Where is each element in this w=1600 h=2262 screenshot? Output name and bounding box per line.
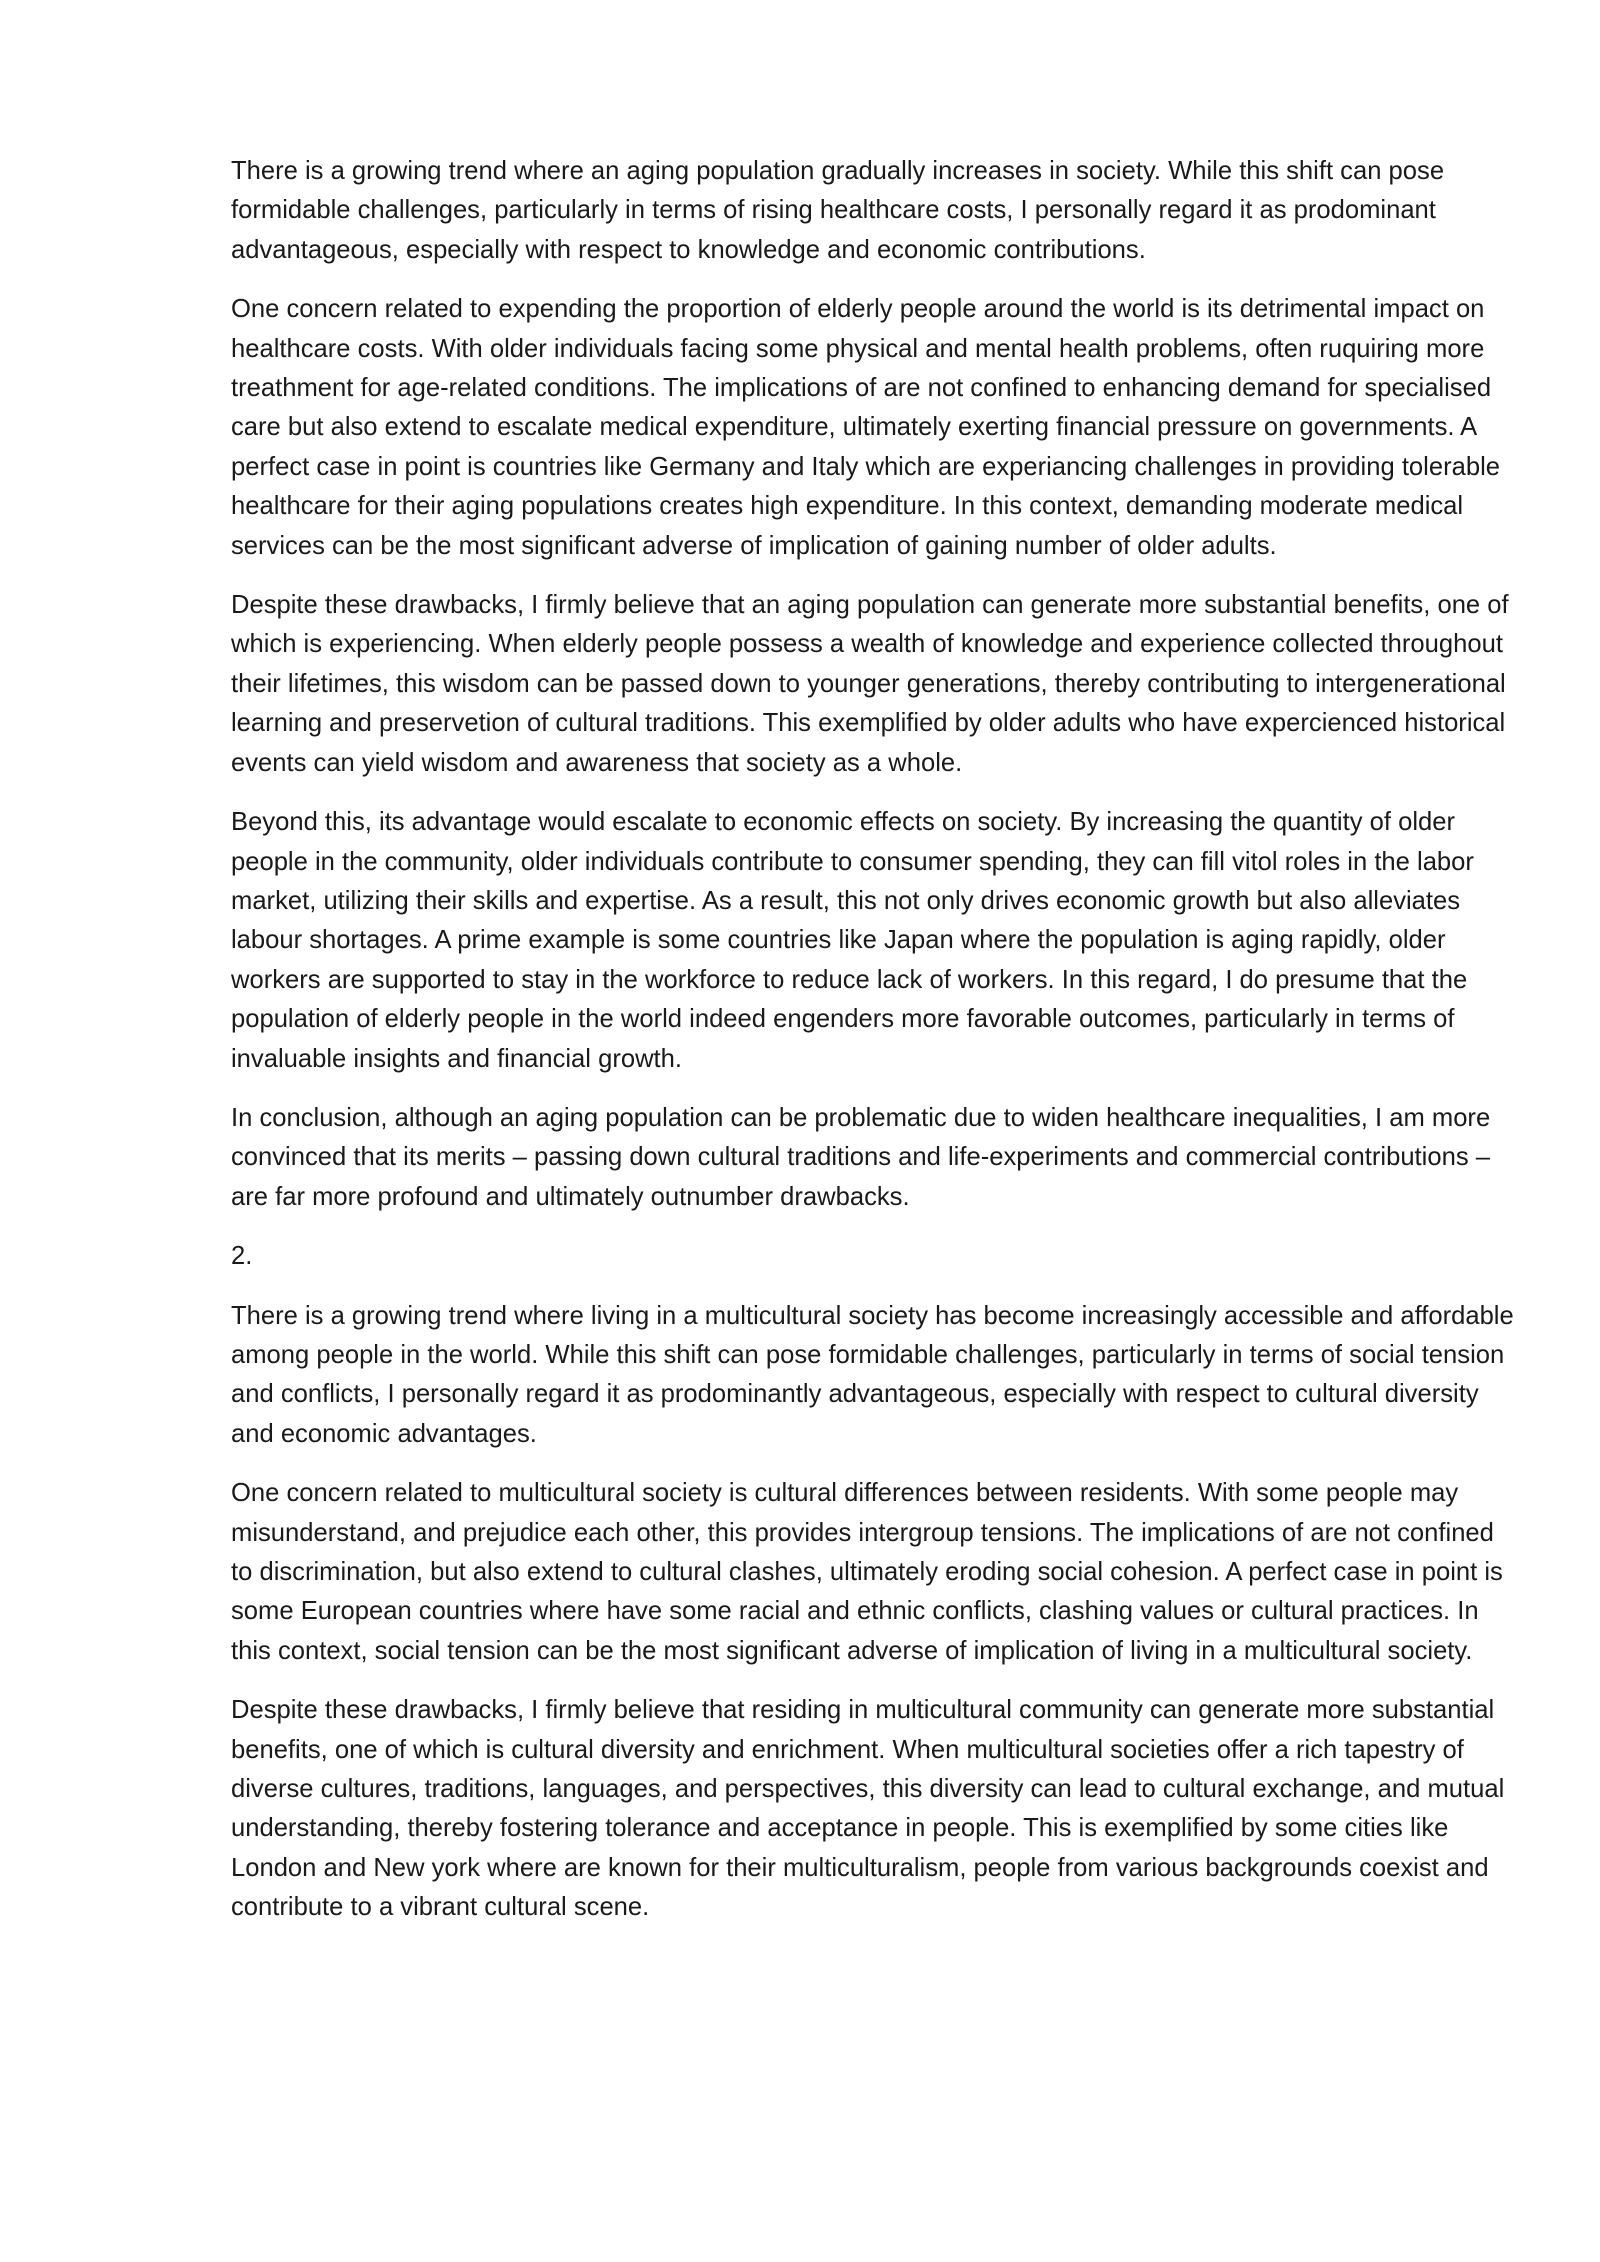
essay1-concern-paragraph: One concern related to expending the proportion of elderly people around the world is its detrimental impact on healthcare costs. With older individuals facing some physical and mental health problems, often ruquiring more treathment for age-related conditions. The implications of are not confined to enhancing demand for specialised care but also extend to escalate medical expenditure, ultimately exerting financial pressure on governments. A perfect case in point is countries like Germany and Italy which are experiancing challenges in providing tolerable healthcare for their aging populations creates high expenditure. In this context, demanding moderate medical services can be the most significant adverse of implication of gaining number of older adults.: [231, 295, 1501, 560]
essay1-conclusion-paragraph: In conclusion, although an aging population can be problematic due to widen healthcare inequalities, I am more convinced that its merits – passing down cultural traditions and life-experiments and commercial contributions – are far more profound and ultimately outnumber drawbacks.: [231, 1103, 1491, 1211]
essay2-benefit-diversity-paragraph: Despite these drawbacks, I firmly believe that residing in multicultural community can generate more substantial benefits, one of which is cultural diversity and enrichment. When multicultural societies offer a rich tapestry of diverse cultures, traditions, languages, and perspectives, this diversity can lead to cultural exchange, and mutual understanding, thereby fostering tolerance and acceptance in people. This is exemplified by some cities like London and New york where are known for their multiculturalism, people from various backgrounds coexist and contribute to a vibrant cultural scene.: [231, 1696, 1505, 1922]
essay2-intro-paragraph: There is a growing trend where living in a multicultural society has become increasingly accessible and affordable among people in the world. While this shift can pose formidable challenges, particularly in terms of social tension and conflicts, I personally regard it as prodominantly advantageous, especially with respect to cultural diversity and economic advantages.: [231, 1301, 1514, 1448]
section-number: 2.: [231, 1242, 253, 1271]
essay1-benefit-economy-paragraph: Beyond this, its advantage would escalate to economic effects on society. By increasing the quantity of older people in the community, older individuals contribute to consumer spending, they can fill vitol roles in the labor market, utilizing their skills and expertise. As a result, this not only drives economic growth but also alleviates labour shortages. A prime example is some countries like Japan where the population is aging rapidly, older workers are supported to stay in the workforce to reduce lack of workers. In this regard, I do presume that the population of elderly people in the world indeed engenders more favorable outcomes, particularly in terms of invaluable insights and financial growth.: [231, 808, 1474, 1073]
essay1-benefit-knowledge-paragraph: Despite these drawbacks, I firmly believe that an aging population can generate more substantial benefits, one of which is experiencing. When elderly people possess a wealth of knowledge and experience collected throughout their lifetimes, this wisdom can be passed down to younger generations, thereby contributing to intergenerational learning and preservetion of cultural traditions. This exemplified by older adults who have expercienced historical events can yield wisdom and awareness that society as a whole.: [231, 591, 1509, 777]
document-body: [231, 152, 1521, 1948]
essay1-intro-paragraph: There is a growing trend where an aging population gradually increases in society. While this shift can pose formidable challenges, particularly in terms of rising healthcare costs, I personally regard it as prodominant advantageous, especially with respect to knowledge and economic contributions.: [231, 157, 1445, 264]
essay2-concern-paragraph: One concern related to multicultural society is cultural differences between residents. With some people may misunderstand, and prejudice each other, this provides intergroup tensions. The implications of are not confined to discrimination, but also extend to cultural clashes, ultimately eroding social cohesion. A perfect case in point is some European countries where have some racial and ethnic conflicts, clashing values or cultural practices. In this context, social tension can be the most significant adverse of implication of living in a multicultural society.: [231, 1479, 1503, 1665]
